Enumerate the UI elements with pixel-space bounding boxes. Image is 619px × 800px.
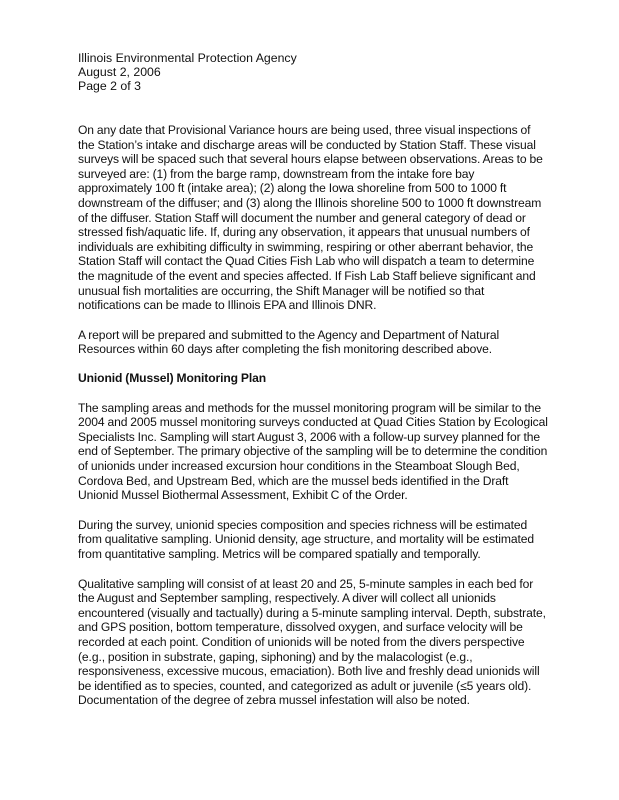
page-number-line: Page 2 of 3 bbox=[78, 79, 141, 93]
letter-header bbox=[78, 51, 297, 93]
paragraph-sampling-areas: The sampling areas and methods for the mussel monitoring program will be similar to the 2004 and 2005 mussel monitoring surveys conducted at Quad Cities Station by Ecological Specialists Inc. Sampling will start August 3, 2006 with a follow-up survey planned for the end of September. The primary objective of the sampling will be to determine the condition of unionids under increased excursion hour conditions in the Steamboat Slough Bed, Cordova Bed, and Upstream Bed, which are the mussel beds identified in the Draft Unionid Mussel Biothermal Assessment, Exhibit C of the Order. bbox=[78, 400, 548, 503]
recipient-line: Illinois Environmental Protection Agency bbox=[78, 51, 297, 65]
paragraph-visual-inspections: On any date that Provisional Variance hours are being used, three visual inspections of the Station’s intake and discharge areas will be conducted by Station Staff. These visual surveys will be spaced such that several hours elapse between observations. Areas to be surveyed are: (1) from the barge ramp, downstream from the intake fore bay approximately 100 ft (intake area); (2) along the Iowa shoreline from 500 to 1000 ft downstream of the diffuser; and (3) along the Illinois shoreline 500 to 1000 ft downstream of the diffuser. Station Staff will document the number and general category of dead or stressed fish/aquatic life. If, during any observation, it appears that unusual numbers of individuals are exhibiting difficulty in swimming, respiring or other aberrant behavior, the Station Staff will contact the Quad Cities Fish Lab who will dispatch a team to determine the magnitude of the event and species affected. If Fish Lab Staff believe significant and unusual fish mortalities are occurring, the Shift Manager will be notified so that notifications can be made to Illinois EPA and Illinois DNR. bbox=[78, 123, 543, 313]
paragraph-qualitative-sampling: Qualitative sampling will consist of at least 20 and 25, 5-minute samples in each bed for the August and September sampling, respectively. A diver will collect all unionids encountered (visually and tactually) during a 5-minute sampling interval. Depth, substrate, and GPS position, bottom temperature, dissolved oxygen, and surface velocity will be recorded at each point. Condition of unionids will be noted from the divers perspective (e.g., position in substrate, gaping, siphoning) and by the malacologist (e.g., responsiveness, excessive mucous, emaciation). Both live and freshly dead unionids will be identified as to species, counted, and categorized as adult or juvenile (≤5 years old). Documentation of the degree of zebra mussel infestation will also be noted. bbox=[78, 576, 546, 708]
body-section-mussel bbox=[78, 371, 548, 708]
section-heading-mussel: Unionid (Mussel) Monitoring Plan bbox=[78, 371, 267, 385]
body-section-fish bbox=[78, 123, 548, 357]
date-line: August 2, 2006 bbox=[78, 65, 161, 79]
paragraph-report: A report will be prepared and submitted to the Agency and Department of Natural Resources within 60 days after completing the fish monitoring described above. bbox=[78, 327, 500, 357]
paragraph-survey-estimates: During the survey, unionid species composition and species richness will be estimated from qualitative sampling. Unionid density, age structure, and mortality will be estimated from quantitative sampling. Metrics will be compared spatially and temporally. bbox=[78, 517, 534, 561]
